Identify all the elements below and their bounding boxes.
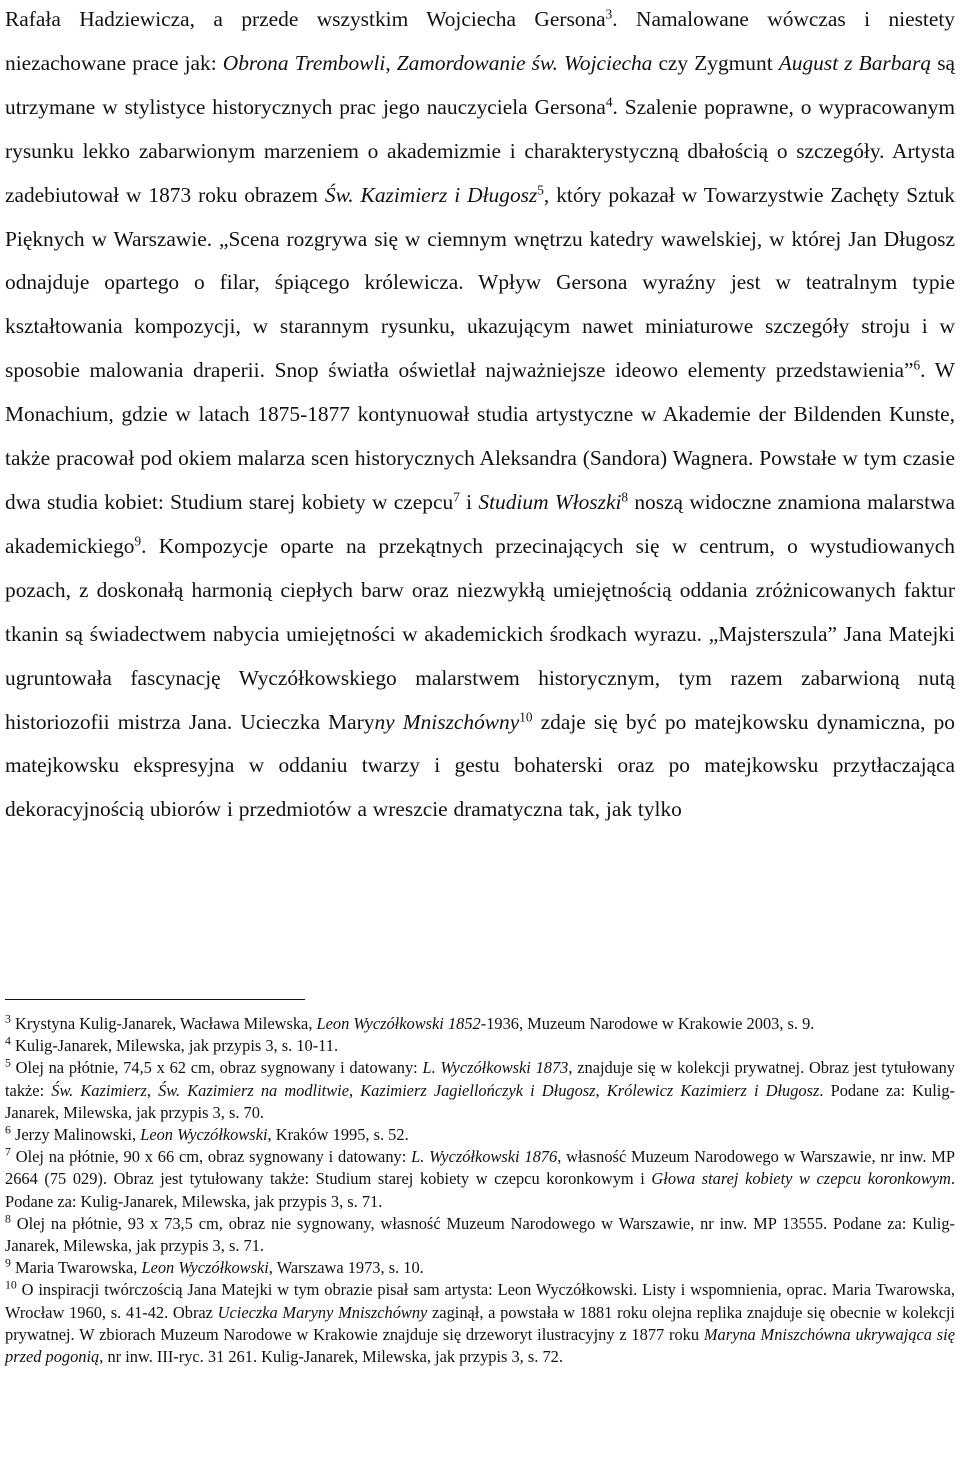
footnote-number: 10 (5, 1277, 17, 1292)
footnote-9 (5, 1257, 955, 1279)
footnote-10 (5, 1279, 955, 1368)
text-run: . Podane za: Kulig-Janarek, Milewska, jak przypis 3, s. 71. (5, 1169, 955, 1211)
footnote-number: 8 (5, 1211, 11, 1226)
text-run: zaginął, a powstała w 1881 roku olejna replika znajduje się obecnie w kolekcji prywatnej. W zbiorach Muzeum Narodowe w Krakowie znajduje się drzeworyt ilustracyjny z 1877 roku (5, 1302, 955, 1344)
footnote-number: 9 (5, 1255, 11, 1270)
title-italic: Kazimierz Jagiellończyk i Długosz (360, 1080, 596, 1100)
footnote-4 (5, 1035, 955, 1057)
title-italic: Leon Wyczółkowski (141, 1258, 269, 1278)
title-italic: L. Wyczółkowski 1873 (422, 1058, 569, 1078)
footnote-ref: 10 (519, 709, 533, 725)
text-run: Krystyna Kulig-Janarek, Wacława Milewska, (10, 1014, 317, 1033)
text-run: i (459, 489, 479, 514)
footnote-separator (5, 999, 305, 1000)
footnotes (5, 1013, 955, 1368)
text-run: Olej na płótnie, 93 x 73,5 cm, obraz nie sygnowany, własność Muzeum Narodowego w Warszawie, nr inw. MP 13555. Podane za: Kulig-Janarek, Milewska, jak przypis 3, s. 71. (5, 1213, 955, 1256)
footnote-8 (5, 1213, 955, 1257)
footnote-number: 4 (5, 1033, 11, 1048)
text-run: noszą widoczne znamiona malarstwa akademickiego (5, 489, 956, 558)
artwork-title: Zamordowanie św. Wojciecha (396, 50, 653, 75)
artwork-title: August z Barbarą (778, 50, 932, 75)
artwork-title: ny Mniszchówny (374, 709, 520, 734)
footnote-ref: 5 (537, 182, 544, 198)
footnote-number: 5 (5, 1055, 11, 1070)
title-italic: Królewicz Kazimierz i Długosz (606, 1080, 820, 1100)
title-italic: Leon Wyczółkowski (140, 1125, 268, 1145)
footnote-6 (5, 1124, 955, 1146)
text-run: . Podane za: Kulig-Janarek, Milewska, jak przypis 3, s. 70. (5, 1080, 955, 1122)
text-run: , nr inw. III-ryc. 31 261. Kulig-Janarek, Milewska, jak przypis 3, s. 72. (99, 1347, 563, 1367)
footnote-3 (5, 1013, 955, 1035)
text-run: , (349, 1080, 361, 1100)
title-italic: Leon Wyczółkowski 1852 (316, 1014, 481, 1033)
text-run: Maria Twarowska, (10, 1258, 142, 1278)
text-run: . Kompozycje oparte na przekątnych przecinających się w centrum, o wystudiowanych pozach, z doskonałą harmonią ciepłych barw oraz niezwykłą umiejętnością oddania zróżnicowanych faktur tkanin są świadectwem nabycia umiejętności w akademickich środkach wyrazu. „Majsterszula” Jana Matejki ugruntowała fascynację Wyczółkowskiego malarstwem historycznym, tym razem zabarwioną nutą historiozofii mistrza Jana. Ucieczka Mary (5, 533, 955, 734)
text-run: , (146, 1080, 159, 1100)
text-run: Jerzy Malinowski, (10, 1125, 141, 1145)
footnote-ref: 9 (134, 533, 142, 549)
title-italic: Ucieczka Maryny Mniszchówny (217, 1302, 428, 1322)
text-run: Rafała Hadziewicza, a przede wszystkim Wojciecha Gersona (5, 7, 606, 31)
text-run: . Szalenie poprawne, o wypracowanym rysunku lekko zabarwionym marzeniem o akademizmie i charakterystyczną dbałością o szczegóły. Artysta zadebiutował w 1873 roku obrazem (5, 94, 955, 207)
title-italic: Św. Kazimierz (51, 1080, 147, 1100)
artwork-title: Św. Kazimierz i Długosz (324, 182, 538, 207)
text-run: , własność Muzeum Narodowego w Warszawie, nr inw. MP 2664 (75 029). Obraz jest tytułowany także: Studium starej kobiety w czepcu koronkowym i (5, 1147, 955, 1189)
footnote-number: 6 (5, 1122, 11, 1137)
footnote-ref: 7 (453, 489, 460, 505)
text-run: , (595, 1080, 607, 1100)
title-italic: Głowa starej kobiety w czepcu koronkowym (651, 1169, 951, 1189)
text-run: , Kraków 1995, s. 52. (267, 1125, 409, 1145)
footnote-5 (5, 1057, 955, 1124)
text-run: , który pokazał w Towarzystwie Zachęty Sztuk Pięknych w Warszawie. „Scena rozgrywa się w ciemnym wnętrzu katedry wawelskiej, w której Jan Długosz odnajduje opartego o filar, śpiącego królewicza. Wpływ Gersona wyraźny jest w teatralnym typie kształtowania kompozycji, w starannym rysunku, ukazującym nawet miniaturowe szczegóły stroju i w sposobie malowania draperii. Snop światła oświetlał najważniejsze ideowo elementy przedstawienia” (5, 182, 955, 383)
footnote-ref: 8 (621, 489, 629, 505)
text-run: , Warszawa 1973, s. 10. (268, 1258, 424, 1278)
body-paragraph (5, 0, 955, 832)
text-run: O inspiracji twórczością Jana Matejki w tym obrazie pisał sam artysta: Leon Wyczółkowski. Listy i wspomnienia, oprac. Maria Twarowska, Wrocław 1960, s. 41-42. Obraz (5, 1280, 955, 1322)
footnote-ref: 4 (605, 94, 613, 110)
text-run: , znajduje się w kolekcji prywatnej. Obraz jest tytułowany także: (5, 1058, 955, 1100)
footnote-number: 7 (5, 1144, 11, 1159)
text-run: , (385, 50, 397, 75)
footnote-ref: 3 (605, 6, 613, 22)
text-run: . Namalowane wówczas i niestety niezachowane prace jak: (5, 7, 955, 75)
artwork-title: Obrona Trembowli (222, 50, 386, 75)
artwork-title: Studium Włoszki (478, 489, 622, 514)
text-run: Kulig-Janarek, Milewska, jak przypis 3, s. 10-11. (10, 1036, 339, 1056)
text-run: Olej na płótnie, 90 x 66 cm, obraz sygnowany i datowany: (10, 1147, 412, 1167)
text-run: zdaje się być po matejkowsku dynamiczna, po matejkowsku ekspresyjna w oddaniu twarzy i gestu bohaterski oraz po matejkowsku przytłaczająca dekoracyjnością ubiorów i przedmiotów a wreszcie dramatyczna tak, jak tylko (5, 709, 955, 822)
text-run: są utrzymane w stylistyce historycznych prac jego nauczyciela Gersona (5, 50, 956, 119)
text-run: -1936, Muzeum Narodowe w Krakowie 2003, s. 9. (480, 1014, 815, 1033)
footnote-number: 3 (5, 1011, 11, 1026)
footnote-ref: 6 (913, 357, 921, 373)
text-run: Olej na płótnie, 74,5 x 62 cm, obraz sygnowany i datowany: (10, 1058, 423, 1078)
title-italic: L. Wyczółkowski 1876 (411, 1147, 558, 1167)
title-italic: Maryna Mniszchówna ukrywająca się przed pogonią (5, 1324, 955, 1367)
title-italic: Św. Kazimierz na modlitwie (158, 1080, 349, 1100)
text-run: czy Zygmunt (652, 50, 779, 75)
text-run: . W Monachium, gdzie w latach 1875-1877 kontynuował studia artystyczne w Akademie der Bildenden Kunste, także pracował pod okiem malarza scen historycznych Aleksandra (Sandora) Wagnera. Powstałe w tym czasie dwa studia kobiet: Studium starej kobiety w czepcu (5, 358, 955, 514)
footnote-7 (5, 1146, 955, 1213)
